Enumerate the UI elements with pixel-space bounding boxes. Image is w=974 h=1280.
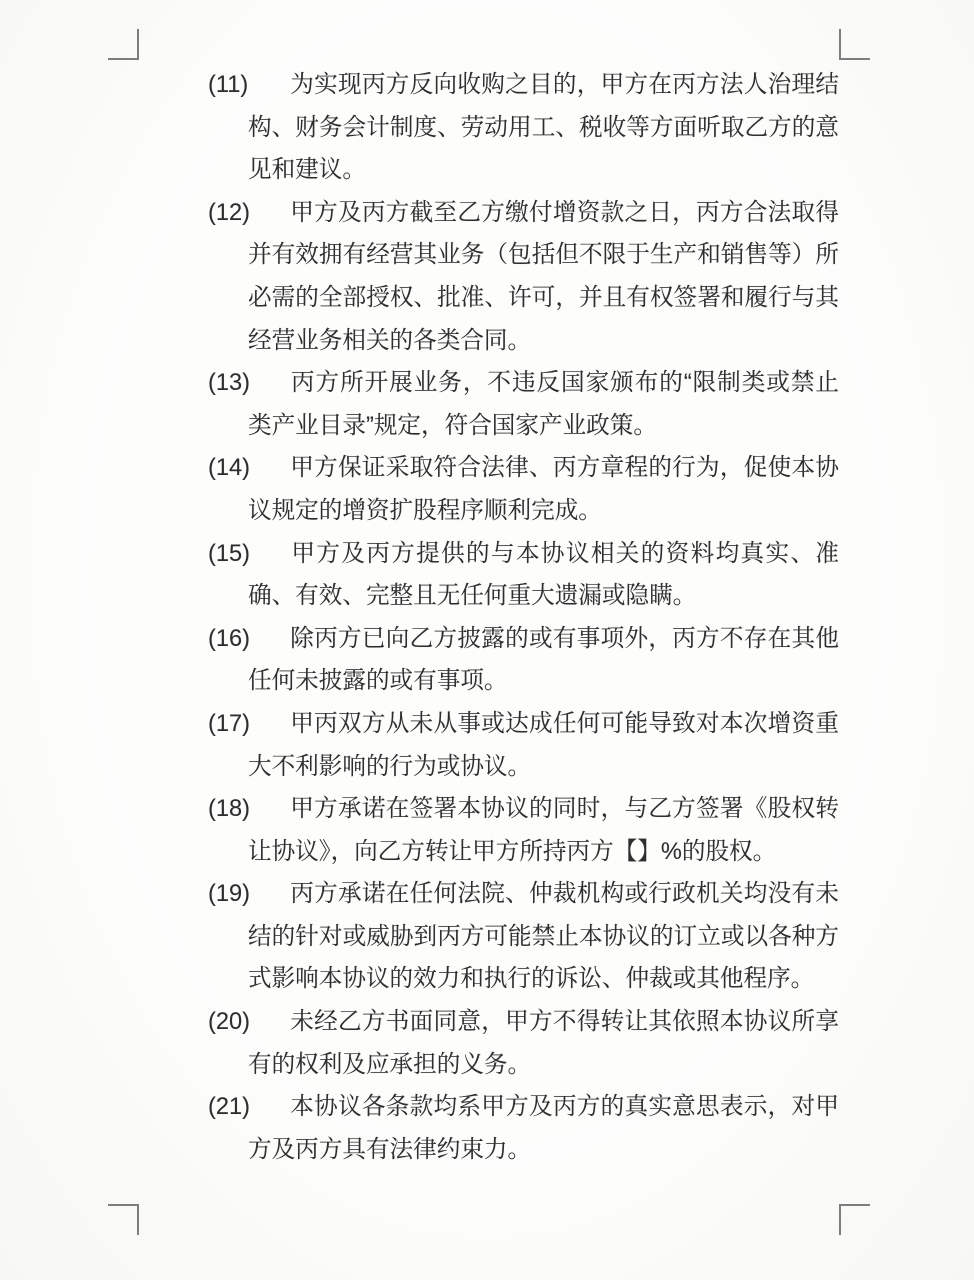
clause-number: (17) <box>208 710 250 737</box>
list-item <box>208 362 839 447</box>
clause-number: (15) <box>208 540 250 567</box>
list-item <box>208 533 839 618</box>
clause-text: 甲方保证采取符合法律、丙方章程的行为，促使本协议规定的增资扩股程序顺利完成。 <box>248 455 839 524</box>
clause-text: 甲方及丙方提供的与本协议相关的资料均真实、准确、有效、完整且无任何重大遗漏或隐瞒。 <box>248 540 839 610</box>
list-item <box>208 447 839 532</box>
list-item <box>208 703 839 788</box>
clause-text: 除丙方已向乙方披露的或有事项外，丙方不存在其他任何未披露的或有事项。 <box>248 625 839 695</box>
clause-number: (12) <box>208 199 250 226</box>
list-item <box>208 788 839 873</box>
text-boundary-mark-top-left <box>108 29 139 60</box>
text-boundary-mark-top-right <box>839 29 870 60</box>
clause-text: 为实现丙方反向收购之目的，甲方在丙方法人治理结构、财务会计制度、劳动用工、税收等方面听取乙方的意见和建议。 <box>248 72 839 184</box>
text-boundary-mark-bottom-right <box>839 1204 870 1235</box>
list-item <box>208 1001 839 1086</box>
clause-text: 甲方承诺在签署本协议的同时，与乙方签署《股权转让协议》，向乙方转让甲方所持丙方【】%的股权。 <box>248 796 839 865</box>
clause-number: (21) <box>208 1094 250 1121</box>
clause-text: 丙方承诺在任何法院、仲裁机构或行政机关均没有未结的针对或威胁到丙方可能禁止本协议的订立或以各种方式影响本协议的效力和执行的诉讼、仲裁或其他程序。 <box>248 881 839 993</box>
clause-text: 本协议各条款均系甲方及丙方的真实意思表示，对甲方及丙方具有法律约束力。 <box>248 1094 839 1163</box>
list-item <box>208 873 839 1001</box>
clause-number: (16) <box>208 625 250 652</box>
clause-number: (13) <box>208 370 250 397</box>
clause-number: (18) <box>208 796 250 823</box>
clause-list <box>139 64 839 1171</box>
list-item <box>208 192 839 362</box>
clause-text: 甲方及丙方截至乙方缴付增资款之日，丙方合法取得并有效拥有经营其业务（包括但不限于生产和销售等）所必需的全部授权、批准、许可，并且有权签署和履行与其经营业务相关的各类合同。 <box>248 199 839 354</box>
text-boundary-mark-bottom-left <box>108 1204 139 1235</box>
clause-number: (11) <box>208 72 249 98</box>
clause-number: (20) <box>208 1009 250 1036</box>
clause-number: (19) <box>208 881 250 908</box>
clause-text: 甲丙双方从未从事或达成任何可能导致对本次增资重大不利影响的行为或协议。 <box>248 710 839 780</box>
clause-number: (14) <box>208 455 250 482</box>
list-item <box>208 1086 839 1171</box>
list-item <box>208 618 839 703</box>
clause-text: 丙方所开展业务，不违反国家颁布的“限制类或禁止类产业目录”规定，符合国家产业政策。 <box>248 370 839 439</box>
clause-text: 未经乙方书面同意，甲方不得转让其依照本协议所享有的权利及应承担的义务。 <box>248 1009 839 1078</box>
list-item <box>208 64 839 192</box>
